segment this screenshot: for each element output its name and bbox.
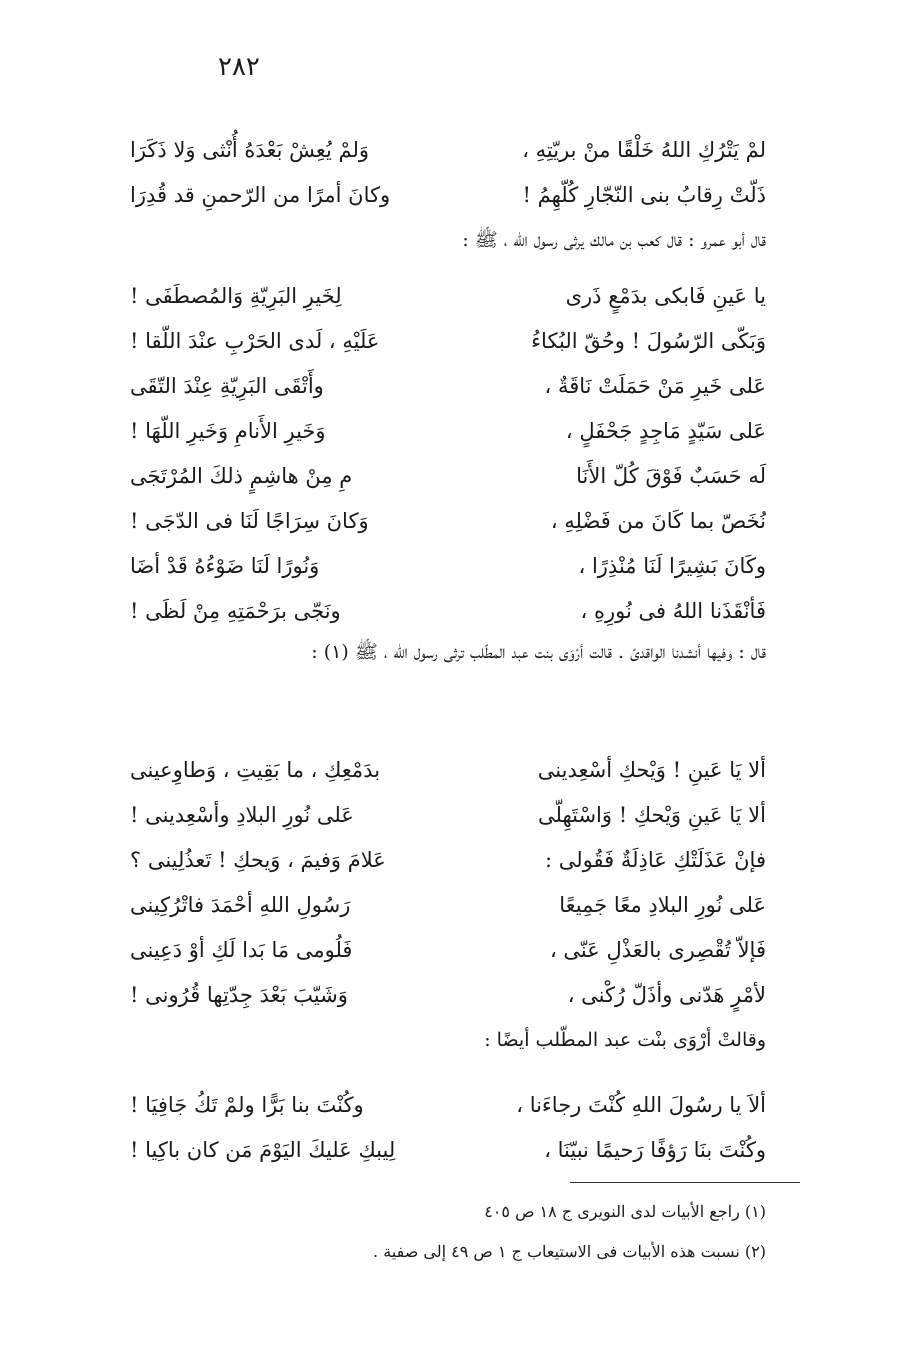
second-hemistich: وَلمْ يُعِشْ بَعْدَهُ أُنْثى وَلا ذَكَرَا bbox=[130, 137, 370, 162]
first-hemistich: وكَانَ بَشِيرًا لَنَا مُنْذِرًا ، bbox=[578, 553, 766, 578]
first-hemistich: نُخَصّ بما كَانَ من فَضْلِهِ ، bbox=[550, 508, 766, 533]
poem-section-4 bbox=[130, 1083, 766, 1173]
verse-line bbox=[130, 454, 766, 499]
verse-line bbox=[130, 128, 766, 173]
second-hemistich: وَخَيرِ الأَنامِ وَخَيرِ اللّهَا ! bbox=[130, 418, 326, 443]
second-hemistich: بدَمْعِكِ ، ما بَقِيتِ ، وَطاوِعينى bbox=[130, 757, 381, 782]
first-hemistich: ذَلّتْ رِقابُ بنى النّجّارِ كُلّهِمُ ! bbox=[522, 182, 766, 207]
first-hemistich: وكُنْتَ بنَا رَؤفًا رَحيمًا نبيّنَا ، bbox=[544, 1137, 766, 1162]
second-hemistich: وكانَ أمرًا من الرّحمنِ قد قُدِرَا bbox=[130, 182, 391, 207]
first-hemistich: عَلى سَيّدٍ مَاجِدٍ جَحْفَلٍ ، bbox=[565, 418, 766, 443]
first-hemistich: عَلى نُورِ البلادِ معًا جَمِيعًا bbox=[559, 892, 766, 917]
second-hemistich: وأَتْقَى البَرِيّةِ عِنْدَ التّقَى bbox=[130, 373, 324, 398]
first-hemistich: لَه حَسَبٌ فَوْقَ كُلّ الأَنَا bbox=[576, 463, 766, 488]
intro-paragraph-2: قال : وفيها أنشدنا الواقدىّ . قالت أرْوَى بنت عبد المطّلب ترثى رسول الله ، ﷺ (١) : bbox=[311, 641, 766, 663]
second-hemistich: فَلُومى مَا بَدا لَكِ أوْ دَعِينى bbox=[130, 937, 353, 962]
intro-paragraph-3: وقالتْ أرْوَى بنْت عبد المطّلب أيضًا : bbox=[484, 1029, 766, 1051]
intro-paragraph-1: قال أبو عمرو : قال كعب بن مالك يرثى رسول الله ، ﷺ : bbox=[462, 229, 766, 251]
footnote-1: (١) راجع الأبيات لدى النويرى ج ١٨ ص ٤٠٥ bbox=[484, 1202, 766, 1221]
first-hemistich: عَلى خَيرِ مَنْ حَمَلَتْ نَاقَةٌ ، bbox=[544, 373, 766, 398]
verse-line bbox=[130, 1128, 766, 1173]
first-hemistich: لمْ يَتْرُكِ اللهُ خَلْقًا منْ بريّتِهِ ، bbox=[522, 137, 766, 162]
second-hemistich: وَكانَ سِرَاجًا لَنَا فى الدّجَى ! bbox=[130, 508, 369, 533]
verse-line bbox=[130, 748, 766, 793]
second-hemistich: لِخَيرِ البَرِيّةِ وَالمُصطَفَى ! bbox=[130, 283, 342, 308]
second-hemistich: رَسُولِ اللهِ أحْمَدَ فاتْرُكِينى bbox=[130, 892, 351, 917]
footnote-separator bbox=[570, 1182, 800, 1183]
first-hemistich: فإنْ عَذَلَتْكِ عَاذِلَةٌ فَقُولى : bbox=[545, 847, 766, 872]
verse-line bbox=[130, 793, 766, 838]
first-hemistich: ألا يَا عَينِ ! وَيْحكِ أسْعِدينى bbox=[537, 757, 766, 782]
verse-line bbox=[130, 883, 766, 928]
first-hemistich: فَإلاّ تُقْصِرى بالعَذْلِ عَنّى ، bbox=[549, 937, 766, 962]
footnote-2: (٢) نسبت هذه الأبيات فى الاستيعاب ج ١ ص ٤٩ إلى صفية . bbox=[373, 1242, 766, 1261]
second-hemistich: مِ مِنْ هاشِمٍ ذلكَ المُرْتَجَى bbox=[130, 463, 353, 488]
second-hemistich: وكُنْتَ بنا بَرًّا ولمْ تَكُ جَافِيَا ! bbox=[130, 1092, 364, 1117]
first-hemistich: ألا يَا عَينِ وَيْحكِ ! وَاسْتَهِلّى bbox=[537, 802, 766, 827]
second-hemistich: وَشَيّبَ بَعْدَ جِدّتِها قُرُونى ! bbox=[130, 982, 348, 1007]
second-hemistich: وَنُورًا لَنَا ضَوْءُهُ قَدْ أضَا bbox=[130, 553, 320, 578]
first-hemistich: لأمْرٍ هَدّنى وأذَلّ رُكْنى ، bbox=[567, 982, 766, 1007]
second-hemistich: عَلى نُورِ البلادِ وأسْعِدينى ! bbox=[130, 802, 354, 827]
page-number: ٢٨٢ bbox=[218, 52, 260, 82]
verse-line bbox=[130, 1083, 766, 1128]
verse-line bbox=[130, 364, 766, 409]
first-hemistich: يا عَينِ فَابكى بدَمْعٍ ذَرى bbox=[565, 283, 766, 308]
second-hemistich: لِيبكِ عَليكَ اليَوْمَ مَن كان باكِيا ! bbox=[130, 1137, 396, 1162]
poem-section-1 bbox=[130, 128, 766, 218]
verse-line bbox=[130, 544, 766, 589]
first-hemistich: ألاَ يا رسُولَ اللهِ كُنْتَ رجاءَنا ، bbox=[516, 1092, 766, 1117]
poem-section-2 bbox=[130, 274, 766, 634]
second-hemistich: عَلامَ وَفيمَ ، وَيحكِ ! تَعذُلِينى ؟ bbox=[130, 847, 386, 872]
first-hemistich: وَبَكّى الرّسُولَ ! وحُقّ البُكاءُ bbox=[531, 328, 766, 353]
verse-line bbox=[130, 499, 766, 544]
verse-line bbox=[130, 838, 766, 883]
verse-line bbox=[130, 319, 766, 364]
verse-line bbox=[130, 173, 766, 218]
verse-line bbox=[130, 409, 766, 454]
verse-line bbox=[130, 928, 766, 973]
first-hemistich: فَأنْقَذَنا اللهُ فى نُورِهِ ، bbox=[580, 598, 766, 623]
verse-line bbox=[130, 274, 766, 319]
poem-section-3 bbox=[130, 748, 766, 1018]
second-hemistich: عَلَيْهِ ، لَدى الحَرْبِ عنْدَ اللّقا ! bbox=[130, 328, 380, 353]
verse-line bbox=[130, 589, 766, 634]
second-hemistich: ونَجّى برَحْمَتِهِ مِنْ لَظَى ! bbox=[130, 598, 341, 623]
verse-line bbox=[130, 973, 766, 1018]
